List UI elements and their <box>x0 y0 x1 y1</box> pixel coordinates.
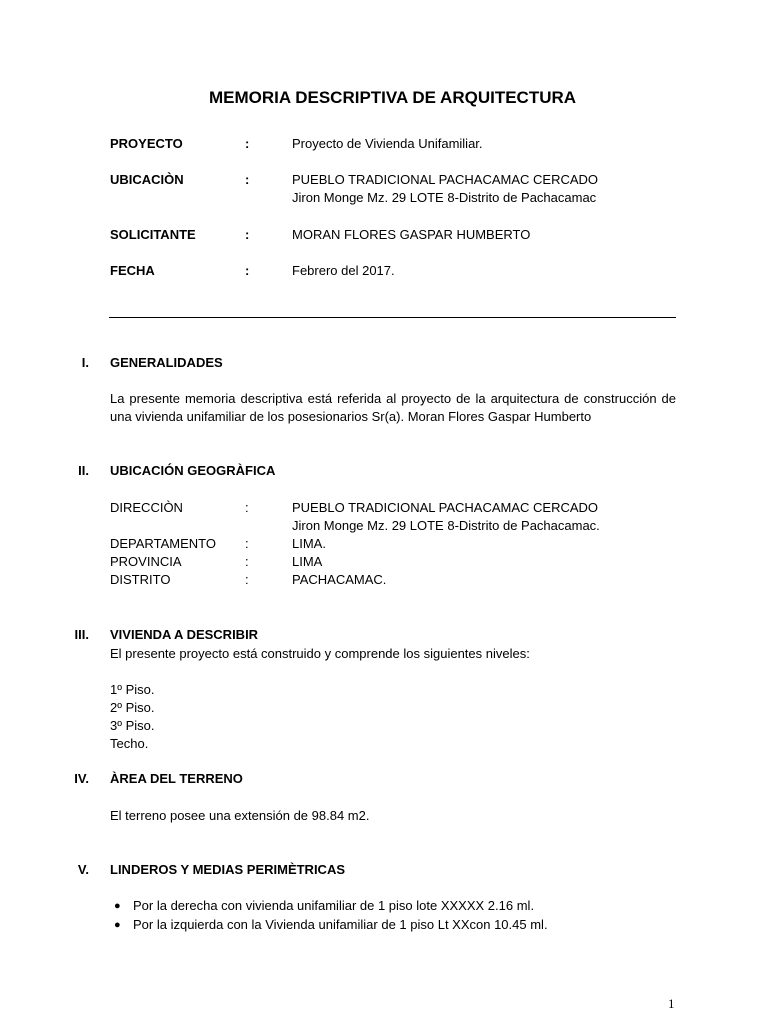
field-value-fecha: Febrero del 2017. <box>292 263 395 278</box>
field-value-proyecto: Proyecto de Vivienda Unifamiliar. <box>292 136 483 151</box>
field-value-solicitante: MORAN FLORES GASPAR HUMBERTO <box>292 227 531 242</box>
section-number: II. <box>78 463 89 478</box>
lindero-item: Por la derecha con vivienda unifamiliar de 1 piso lote XXXXX 2.16 ml. <box>133 898 535 913</box>
field-label-provincia: PROVINCIA <box>110 554 182 569</box>
level-item: 3º Piso. <box>110 718 155 733</box>
field-value-ubicacion-line2: Jiron Monge Mz. 29 LOTE 8-Distrito de Pachacamac <box>292 190 597 205</box>
section-number: IV. <box>74 771 89 786</box>
section-number: I. <box>81 355 89 370</box>
section-heading-linderos: LINDEROS Y MEDIAS PERIMÈTRICAS <box>110 862 345 877</box>
field-label-proyecto: PROYECTO <box>110 136 183 151</box>
field-colon: : <box>245 172 250 187</box>
field-label-departamento: DEPARTAMENTO <box>110 536 216 551</box>
vivienda-intro: El presente proyecto está construido y comprende los siguientes niveles: <box>110 646 530 661</box>
field-value-direccion: PUEBLO TRADICIONAL PACHACAMAC CERCADO <box>292 500 599 515</box>
section-number: III. <box>74 627 89 642</box>
section-number: V. <box>77 862 89 877</box>
field-value-provincia: LIMA <box>292 554 323 569</box>
bullet-icon: ● <box>114 919 121 931</box>
field-label-direccion: DIRECCIÒN <box>110 500 183 515</box>
field-label-solicitante: SOLICITANTE <box>110 227 196 242</box>
section-heading-ubicacion: UBICACIÓN GEOGRÀFICA <box>110 463 276 478</box>
field-colon: : <box>245 572 249 587</box>
field-value-direccion-line2: Jiron Monge Mz. 29 LOTE 8-Distrito de Pachacamac. <box>292 518 600 533</box>
field-label-ubicacion: UBICACIÒN <box>110 172 184 187</box>
field-value-departamento: LIMA. <box>292 536 326 551</box>
bullet-icon: ● <box>114 900 121 912</box>
field-colon: : <box>245 554 249 569</box>
section-heading-generalidades: GENERALIDADES <box>110 355 223 370</box>
field-value-ubicacion: PUEBLO TRADICIONAL PACHACAMAC CERCADO <box>292 172 599 187</box>
field-colon: : <box>245 263 250 278</box>
level-item: 2º Piso. <box>110 700 155 715</box>
field-value-distrito: PACHACAMAC. <box>292 572 387 587</box>
lindero-item: Por la izquierda con la Vivienda unifamiliar de 1 piso Lt XXcon 10.45 ml. <box>133 917 548 932</box>
field-colon: : <box>245 136 250 151</box>
field-colon: : <box>245 227 250 242</box>
field-label-fecha: FECHA <box>110 263 155 278</box>
page-number: 1 <box>668 996 675 1011</box>
horizontal-divider <box>109 317 676 318</box>
field-colon: : <box>245 500 249 515</box>
level-item: Techo. <box>110 736 149 751</box>
level-item: 1º Piso. <box>110 682 155 697</box>
field-colon: : <box>245 536 249 551</box>
document-title: MEMORIA DESCRIPTIVA DE ARQUITECTURA <box>208 88 577 107</box>
generalidades-paragraph: La presente memoria descriptiva está referida al proyecto de la arquitectura de construcción de una vivienda unifamiliar de los posesionarios Sr(a). Moran Flores Gaspar Humberto <box>110 391 676 424</box>
field-label-distrito: DISTRITO <box>110 572 171 587</box>
section-heading-area: ÀREA DEL TERRENO <box>110 771 243 786</box>
area-text: El terreno posee una extensión de 98.84 m2. <box>110 808 370 823</box>
section-heading-vivienda: VIVIENDA A DESCRIBIR <box>110 627 259 642</box>
